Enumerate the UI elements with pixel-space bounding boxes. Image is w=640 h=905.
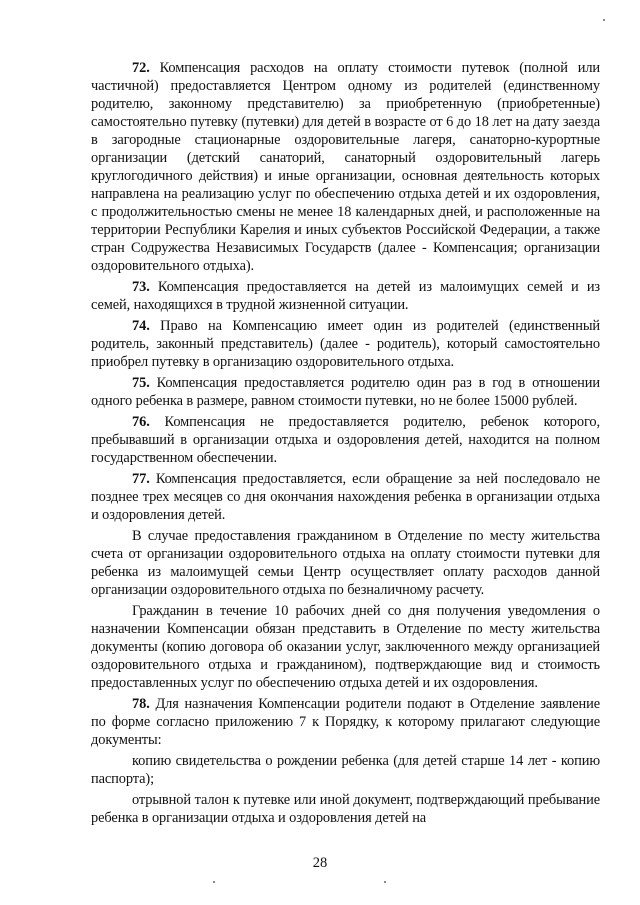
- paragraph-text: Компенсация расходов на оплату стоимости путевок (полной или частичной) предоставляется Центром одному из родителей (единственному родителю, законному представителю) за приобретенную (приобретенные) самостоятельно путевку (путевки) для детей в возрасте от 6 до 18 лет на дату заезда в загородные стационарные оздоровительные лагеря, санаторно-курортные организации (детский санаторий, санаторный оздоровительный лагерь круглогодичного действия) и иные организации, основная деятельность которых направлена на реализацию услуг по обеспечению отдыха детей и их оздоровления, с продолжительностью смены не менее 18 календарных дней, и расположенные на территории Республики Карелия и иных субъектов Российской Федерации, а также стран Содружества Независимых Государств (далее - Компенсация; организации оздоровительного отдыха).: [91, 60, 600, 274]
- paragraph-number: 78.: [132, 696, 150, 712]
- paragraph-number: 77.: [132, 471, 150, 487]
- scan-speck: [603, 19, 605, 21]
- paragraph-74: [91, 317, 600, 371]
- list-item-voucher-stub: [91, 791, 600, 827]
- paragraph-76: [91, 413, 600, 467]
- paragraph-number: 76.: [132, 414, 150, 430]
- scan-speck: [384, 881, 386, 883]
- paragraph-text: Право на Компенсацию имеет один из родителей (единственный родитель, законный представитель) (далее - родитель), который самостоятельно приобрел путевку в организацию оздоровительного отдыха.: [91, 318, 601, 370]
- paragraph-text: Компенсация предоставляется родителю один раз в год в отношении одного ребенка в размере, равном стоимости путевки, но не более 15000 рублей.: [91, 375, 600, 409]
- paragraph-72: [91, 59, 600, 275]
- paragraph-text: В случае предоставления гражданином в Отделение по месту жительства счета от организации оздоровительного отдыха на оплату стоимости путевки для ребенка из малоимущей семьи Центр осуществляет оплату расходов данной организации оздоровительного отдыха по безналичному расчету.: [91, 528, 600, 598]
- paragraph-77: [91, 470, 600, 524]
- paragraph-77-documents: [91, 602, 600, 692]
- paragraph-73: [91, 278, 600, 314]
- paragraph-78: [91, 695, 600, 749]
- paragraph-text: Компенсация не предоставляется родителю, ребенок которого, пребывавший в организации отдыха и оздоровления детей, находится на полном государственном обеспечении.: [91, 414, 601, 466]
- paragraph-text: Компенсация предоставляется, если обращение за ней последовало не позднее трех месяцев со дня окончания нахождения ребенка в организации отдыха и оздоровления детей.: [91, 471, 600, 523]
- paragraph-text: отрывной талон к путевке или иной документ, подтверждающий пребывание ребенка в организации отдыха и оздоровления детей на: [91, 792, 600, 826]
- paragraph-text: Компенсация предоставляется на детей из малоимущих семей и из семей, находящихся в трудной жизненной ситуации.: [91, 279, 601, 313]
- paragraph-text: Гражданин в течение 10 рабочих дней со дня получения уведомления о назначении Компенсации обязан представить в Отделение по месту жительства документы (копию договора об оказании услуг, заключенного между организацией оздоровительного отдыха и гражданином), подтверждающие вид и стоимость предоставленных услуг по обеспечению отдыха детей и их оздоровления.: [91, 603, 600, 691]
- scan-speck: [213, 881, 215, 883]
- page-number: 28: [312, 855, 328, 871]
- paragraph-77-invoice: [91, 527, 600, 599]
- paragraph-number: 74.: [132, 318, 150, 334]
- paragraph-text: копию свидетельства о рождении ребенка (для детей старше 14 лет - копию паспорта);: [91, 753, 600, 787]
- paragraph-number: 72.: [132, 60, 150, 76]
- paragraph-75: [91, 374, 600, 410]
- document-body: [91, 59, 600, 830]
- paragraph-number: 73.: [132, 279, 150, 295]
- paragraph-text: Для назначения Компенсации родители подают в Отделение заявление по форме согласно приложению 7 к Порядку, к которому прилагают следующие документы:: [91, 696, 600, 748]
- paragraph-number: 75.: [132, 375, 150, 391]
- list-item-birth-certificate: [91, 752, 600, 788]
